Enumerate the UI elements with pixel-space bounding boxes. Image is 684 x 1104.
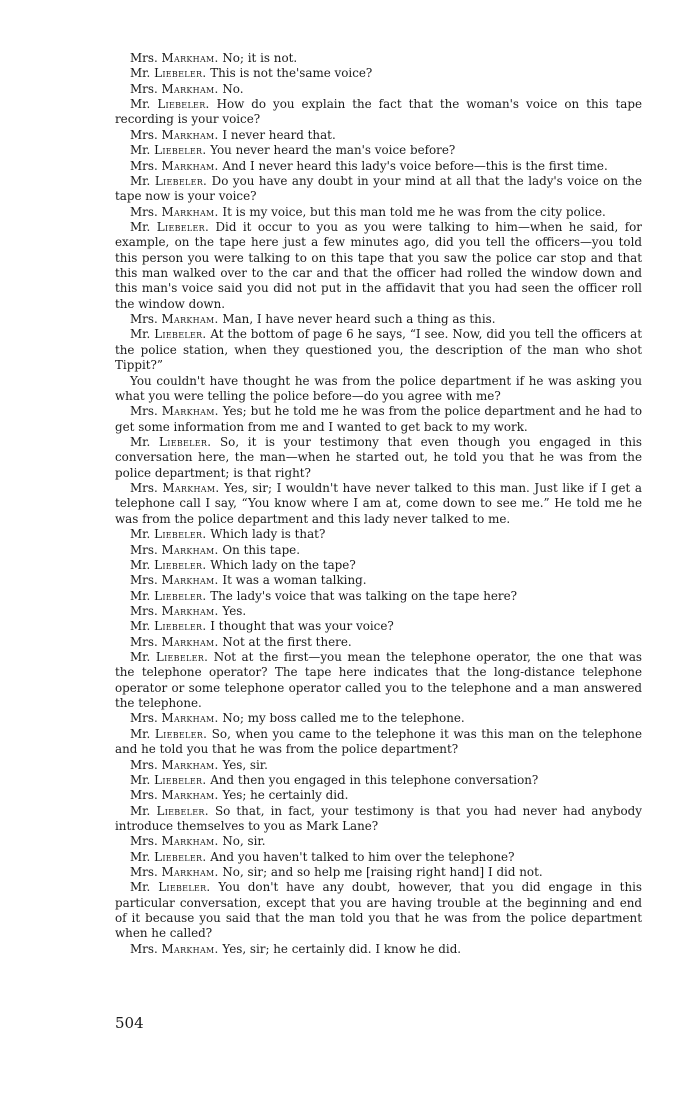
speaker-name: Liebeler. <box>155 650 209 665</box>
speaker-title: Mr. <box>130 588 151 603</box>
speaker-name: Liebeler. <box>156 219 210 234</box>
testimony-paragraph <box>115 635 642 650</box>
speaker-title: Mr. <box>130 527 151 542</box>
testimony-paragraph <box>115 435 642 481</box>
testimony-paragraph <box>115 727 642 758</box>
testimony-paragraph <box>115 650 642 711</box>
speech-text: I thought that was your voice? <box>210 619 394 634</box>
speech-text: This is not the'same voice? <box>210 66 373 81</box>
speech-text: Do you have any doubt in your mind at all that the lady's voice on the tape now is your voice? <box>115 173 642 204</box>
testimony-paragraph <box>115 404 642 435</box>
speech-text: Man, I have never heard such a thing as this. <box>222 312 496 327</box>
testimony-paragraph <box>115 374 642 405</box>
speaker-title: Mrs. <box>130 312 158 327</box>
testimony-paragraph <box>115 558 642 573</box>
speaker-name: Liebeler. <box>154 619 207 634</box>
speaker-name: Markham. <box>161 312 219 327</box>
speaker-name: Liebeler. <box>154 726 208 741</box>
speech-text: I never heard that. <box>222 127 336 142</box>
speaker-name: Markham. <box>161 834 219 849</box>
speaker-title: Mrs. <box>130 81 158 96</box>
speech-text: So, when you came to the telephone it was this man on the telephone and he told you that he was from the police department? <box>115 726 643 757</box>
speech-text: Did it occur to you as you were talking to him—when he said, for example, on the tape here just a few minutes ago, did you tell the officers—you told this person you were talking to on this tape that you saw the police car stop and that this man walked over to the car and that the officer had rolled the window down and this man's voice said you did not put in the affidavit that you had seen the officer roll the window down. <box>115 219 642 311</box>
speech-text: Yes, sir. <box>222 757 268 772</box>
speaker-title: Mrs. <box>130 204 158 219</box>
speech-text: Which lady on the tape? <box>210 557 356 572</box>
speech-text: So, it is your testimony that even though you engaged in this conversation here, the man—when he started out, he told you that he was from the police department; is that right? <box>115 434 643 480</box>
speech-text: And I never heard this lady's voice before—this is the first time. <box>222 158 608 173</box>
speech-text: And you haven't talked to him over the telephone? <box>210 849 515 864</box>
speaker-title: Mrs. <box>130 158 158 173</box>
speaker-title: Mr. <box>130 803 151 818</box>
testimony-paragraph <box>115 97 642 128</box>
speaker-name: Liebeler. <box>154 173 208 188</box>
speaker-name: Liebeler. <box>159 434 212 449</box>
speaker-name: Liebeler. <box>154 588 207 603</box>
speech-text: Yes, sir; I wouldn't have never talked to this man. Just like if I get a telephone call I say, “You know where I am at, come down to see me.” He told me he was from the police department and this lady never talked to me. <box>115 481 643 526</box>
speaker-title: Mrs. <box>130 634 158 649</box>
speech-text: No. <box>222 81 244 96</box>
speaker-title: Mr. <box>130 143 151 158</box>
testimony-paragraph <box>115 220 642 312</box>
speaker-name: Liebeler. <box>154 772 207 787</box>
speaker-name: Markham. <box>161 788 219 803</box>
speech-text: It is my voice, but this man told me he was from the city police. <box>222 204 606 219</box>
speech-text: How do you explain the fact that the woman's voice on this tape recording is your voice? <box>115 97 642 127</box>
speaker-title: Mrs. <box>130 51 158 65</box>
page-number: 504 <box>115 1014 144 1032</box>
testimony-paragraph <box>115 880 642 941</box>
speech-text: No; my boss called me to the telephone. <box>222 711 465 726</box>
testimony-paragraph <box>115 82 642 97</box>
speaker-name: Liebeler. <box>154 327 207 342</box>
speaker-title: Mrs. <box>130 788 158 803</box>
testimony-paragraph <box>115 865 642 880</box>
testimony-paragraph <box>115 205 642 220</box>
speaker-name: Markham. <box>161 158 219 173</box>
speech-text: So that, in fact, your testimony is that you had never had anybody introduce themselves to you as Mark Lane? <box>115 803 642 833</box>
testimony-paragraph <box>115 481 642 527</box>
testimony-paragraph <box>115 758 642 773</box>
speech-text: Not at the first—you mean the telephone operator, the one that was the telephone operator? The tape here indicates that the long-distance telephone operator or some telephone operator called you to the telephone and a man answered the telephone. <box>115 650 643 711</box>
testimony-paragraph <box>115 312 642 327</box>
speaker-name: Liebeler. <box>158 880 211 895</box>
speech-text: You couldn't have thought he was from the police department if he was asking you what you were telling the police before—do you agree with me? <box>115 373 642 403</box>
speaker-title: Mr. <box>130 650 151 665</box>
speaker-name: Markham. <box>161 204 219 219</box>
speaker-name: Markham. <box>161 711 219 726</box>
speech-text: Yes, sir; he certainly did. I know he did. <box>222 941 462 956</box>
speech-text: You never heard the man's voice before? <box>210 143 456 158</box>
speaker-name: Liebeler. <box>154 849 207 864</box>
speech-text: At the bottom of page 6 he says, “I see. Now, did you tell the officers at the police station, when they questioned you, the description of the man who shot Tippit?” <box>115 327 642 373</box>
speech-text: Not at the first there. <box>222 634 352 649</box>
speaker-name: Markham. <box>161 573 219 588</box>
speech-text: The lady's voice that was talking on the tape here? <box>210 588 518 603</box>
testimony-paragraph <box>115 66 642 81</box>
speaker-name: Liebeler. <box>154 527 207 542</box>
speaker-name: Liebeler. <box>154 557 207 572</box>
speaker-title: Mrs. <box>130 757 158 772</box>
speaker-title: Mrs. <box>130 711 158 726</box>
speaker-title: Mrs. <box>130 542 158 557</box>
speech-text: No; it is not. <box>222 51 298 65</box>
speech-text: No, sir. <box>222 834 266 849</box>
speech-text: You don't have any doubt, however, that you did engage in this particular conversation, except that you are having trouble at the beginning and end of it because you said that the man told you that he was from the police department when he called? <box>115 880 643 941</box>
testimony-transcript <box>115 51 642 957</box>
speech-text: Which lady is that? <box>210 527 326 542</box>
speaker-name: Markham. <box>162 481 220 496</box>
speaker-title: Mr. <box>130 434 151 449</box>
speaker-title: Mr. <box>130 557 151 572</box>
speaker-title: Mrs. <box>130 834 158 849</box>
speaker-title: Mr. <box>130 327 151 342</box>
testimony-paragraph <box>115 773 642 788</box>
testimony-paragraph <box>115 804 642 835</box>
speaker-title: Mr. <box>130 849 151 864</box>
testimony-paragraph <box>115 573 642 588</box>
speaker-title: Mr. <box>130 619 151 634</box>
testimony-paragraph <box>115 589 642 604</box>
speaker-title: Mr. <box>130 173 151 188</box>
testimony-paragraph <box>115 527 642 542</box>
speaker-title: Mrs. <box>130 404 158 419</box>
speaker-name: Liebeler. <box>154 143 207 158</box>
speech-text: No, sir; and so help me [raising right hand] I did not. <box>222 865 543 880</box>
speech-text: Yes. <box>222 603 247 618</box>
speaker-title: Mr. <box>130 97 151 112</box>
speaker-name: Markham. <box>161 941 219 956</box>
speaker-name: Markham. <box>161 603 219 618</box>
testimony-paragraph <box>115 327 642 373</box>
testimony-paragraph <box>115 850 642 865</box>
testimony-paragraph <box>115 942 642 957</box>
speech-text: Yes; he certainly did. <box>222 788 349 803</box>
testimony-paragraph <box>115 604 642 619</box>
speaker-name: Markham. <box>161 404 219 419</box>
testimony-paragraph <box>115 159 642 174</box>
speaker-title: Mr. <box>130 726 151 741</box>
speaker-title: Mrs. <box>130 865 158 880</box>
speech-text: On this tape. <box>222 542 300 557</box>
speaker-title: Mr. <box>130 880 151 895</box>
testimony-paragraph <box>115 51 642 66</box>
testimony-paragraph <box>115 543 642 558</box>
speaker-name: Markham. <box>161 634 219 649</box>
speech-text: And then you engaged in this telephone conversation? <box>210 772 539 787</box>
testimony-paragraph <box>115 174 642 205</box>
speaker-title: Mrs. <box>130 573 158 588</box>
speaker-title: Mr. <box>130 219 151 234</box>
speaker-name: Markham. <box>161 81 219 96</box>
testimony-paragraph <box>115 711 642 726</box>
speaker-name: Markham. <box>161 127 219 142</box>
speaker-name: Markham. <box>161 51 219 65</box>
speaker-title: Mrs. <box>130 603 158 618</box>
speaker-title: Mr. <box>130 66 151 81</box>
speaker-name: Markham. <box>161 542 219 557</box>
speaker-title: Mrs. <box>130 481 158 496</box>
testimony-paragraph <box>115 619 642 634</box>
speaker-title: Mrs. <box>130 941 158 956</box>
speaker-title: Mrs. <box>130 127 158 142</box>
speaker-name: Markham. <box>161 757 219 772</box>
testimony-paragraph <box>115 128 642 143</box>
speaker-name: Liebeler. <box>156 803 209 818</box>
speaker-name: Markham. <box>161 865 219 880</box>
speaker-title: Mr. <box>130 772 151 787</box>
speaker-name: Liebeler. <box>154 66 207 81</box>
testimony-paragraph <box>115 788 642 803</box>
speaker-name: Liebeler. <box>157 97 210 112</box>
speech-text: Yes; but he told me he was from the police department and he had to get some information from me and I wanted to get back to my work. <box>115 404 643 434</box>
testimony-paragraph <box>115 834 642 849</box>
speech-text: It was a woman talking. <box>222 573 367 588</box>
testimony-paragraph <box>115 143 642 158</box>
